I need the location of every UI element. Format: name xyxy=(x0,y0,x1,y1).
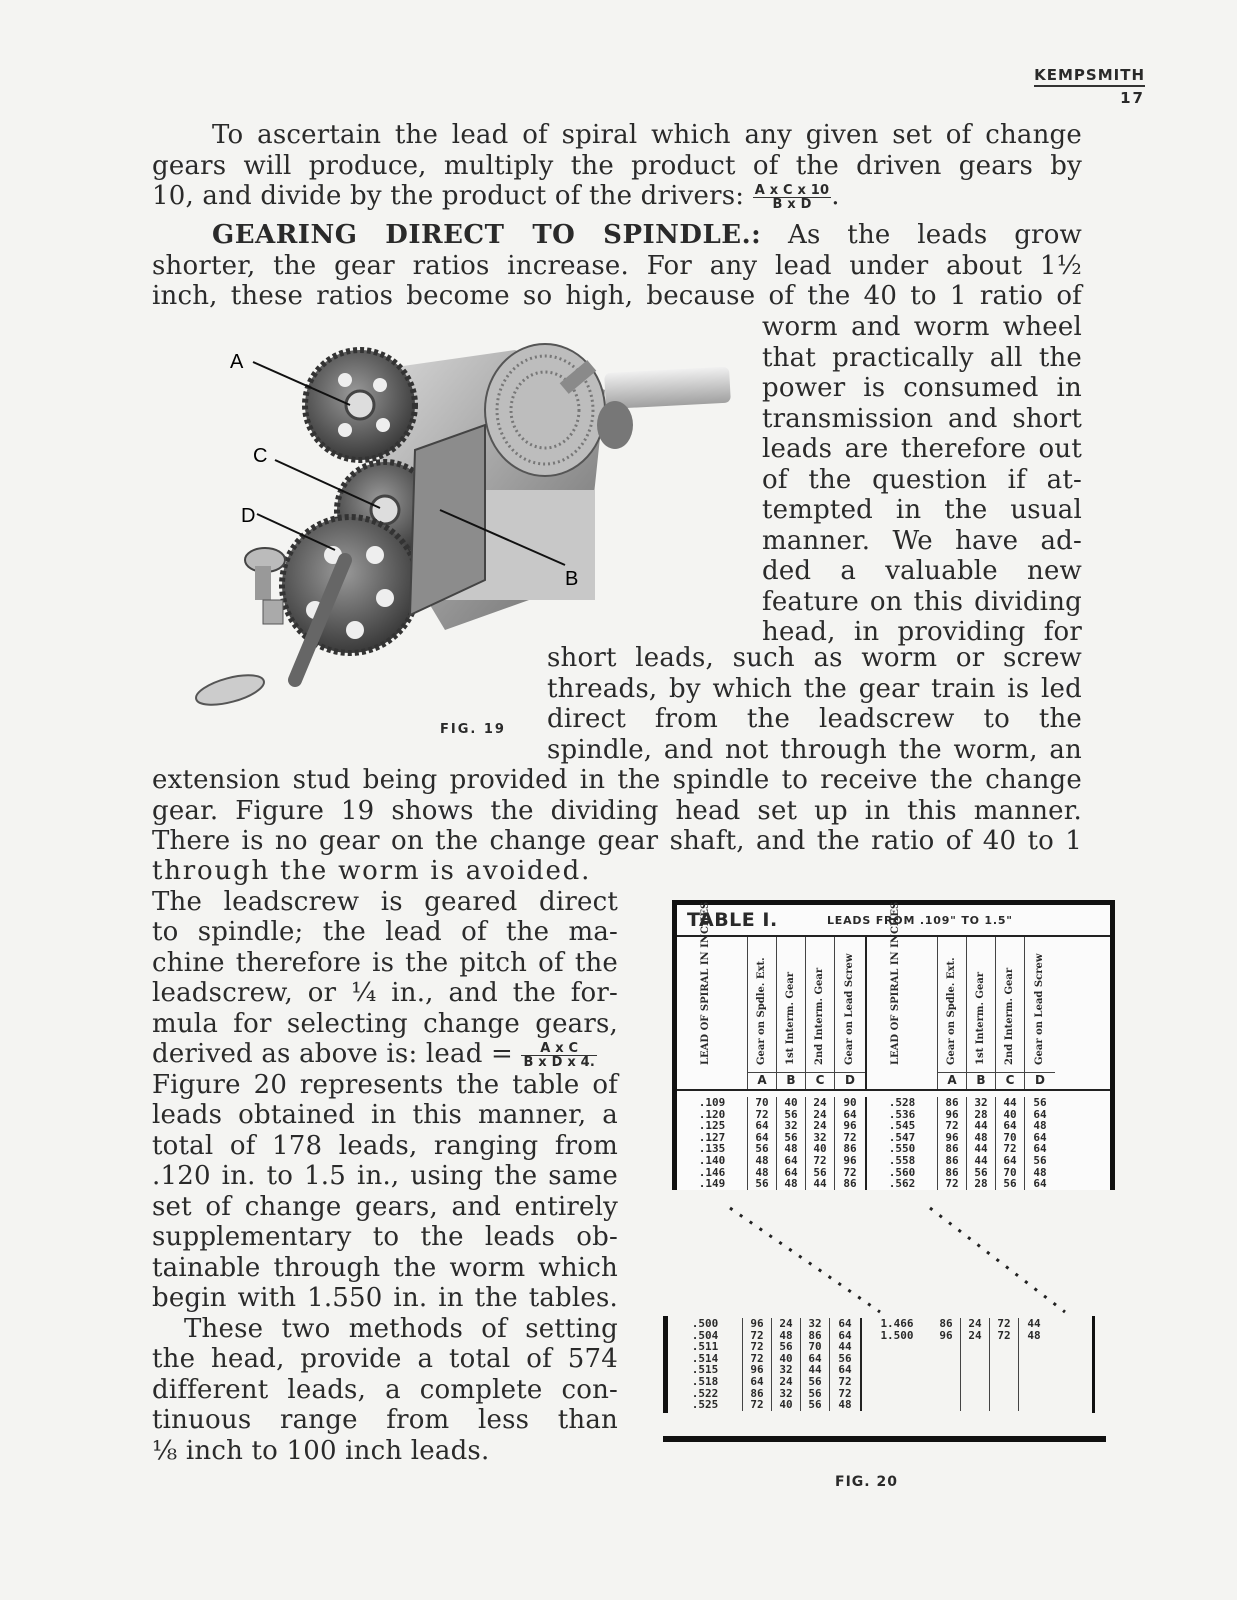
table-cell: 40 xyxy=(779,1351,793,1365)
text-line: These two methods of setting xyxy=(184,1313,618,1344)
text-line: different leads, a complete con- xyxy=(152,1374,618,1405)
table-cell: .125 xyxy=(698,1119,726,1133)
text-line: To ascertain the lead of spiral which any given set of change xyxy=(212,120,1082,150)
text-line: There is no gear on the change gear shaft, and the ratio of 40 to 1 xyxy=(152,826,1082,856)
header-text: Gear on Spdle. Ext. xyxy=(946,957,957,1065)
table-cell: .515 xyxy=(691,1363,719,1377)
text-line: threads, by which the gear train is led xyxy=(547,673,1082,704)
table-cell: 56 xyxy=(784,1130,798,1144)
table-cell: .522 xyxy=(691,1386,719,1400)
table-cell: 96 xyxy=(939,1328,953,1342)
table-cell: 64 xyxy=(784,1165,798,1179)
table-title: TABLE I. xyxy=(687,909,778,931)
text-line: power is consumed in xyxy=(762,373,1082,403)
table-cell: 56 xyxy=(813,1165,827,1179)
table-cell: 56 xyxy=(838,1351,852,1365)
table-cell: .528 xyxy=(888,1096,916,1109)
table-cell: 40 xyxy=(779,1398,793,1412)
text-line: the head, provide a total of 574 xyxy=(152,1344,618,1374)
text-line: chine therefore is the pitch of the xyxy=(152,947,618,978)
table-cell: 32 xyxy=(784,1119,798,1133)
table-cell: .547 xyxy=(888,1130,916,1144)
table-cell: 24 xyxy=(813,1119,827,1133)
text-line: gears will produce, multiply the product of the driven gears by xyxy=(152,150,1082,181)
table-subtitle: LEADS FROM .109" TO 1.5" xyxy=(827,914,1013,927)
table-cell: 64 xyxy=(1033,1130,1047,1144)
table-cell: 24 xyxy=(813,1107,827,1121)
table-cell: 56 xyxy=(1033,1096,1047,1109)
table-cell: .545 xyxy=(888,1119,916,1133)
table-cell: 24 xyxy=(779,1374,793,1388)
text-line: worm and worm wheel xyxy=(762,312,1082,342)
table-cell: 48 xyxy=(1033,1165,1047,1179)
section-heading: GEARING DIRECT TO SPINDLE.: xyxy=(212,220,762,250)
paragraph-2-full xyxy=(152,765,1082,857)
table-cell: 64 xyxy=(1003,1119,1017,1133)
header-text: 1st Interm. Gear xyxy=(975,971,986,1065)
column-letter: D xyxy=(1025,1072,1055,1087)
table-cell: 72 xyxy=(843,1130,857,1144)
header-text: 2nd Interm. Gear xyxy=(814,967,825,1065)
table-cell: 24 xyxy=(813,1096,827,1109)
table-cell: 44 xyxy=(813,1177,827,1191)
table-cell: 32 xyxy=(813,1130,827,1144)
table-cell: 72 xyxy=(945,1119,959,1133)
col-c xyxy=(801,1318,830,1411)
table-cell: 48 xyxy=(779,1328,793,1342)
table-cell: .514 xyxy=(691,1351,719,1365)
table-cell: 56 xyxy=(808,1374,822,1388)
header-d xyxy=(835,937,867,1089)
table-cell: 72 xyxy=(750,1340,764,1354)
text-span: As the leads grow xyxy=(788,220,1082,250)
table-cell: 86 xyxy=(750,1386,764,1400)
left-column-text xyxy=(152,856,618,1466)
table-cell: 72 xyxy=(843,1165,857,1179)
figure-19-caption: FIG. 19 xyxy=(440,722,506,737)
table-cell: .558 xyxy=(888,1153,916,1167)
table-cell: 72 xyxy=(813,1153,827,1167)
header-text: Gear on Lead Screw xyxy=(844,953,855,1065)
col-a xyxy=(932,1318,961,1411)
callout-d: D xyxy=(241,505,256,527)
table-cell: 72 xyxy=(755,1107,769,1121)
table-cell: .518 xyxy=(691,1374,719,1388)
text-line: of the question if at- xyxy=(762,464,1082,495)
text-line: leads are therefore out xyxy=(762,434,1082,464)
table-cell: 86 xyxy=(843,1177,857,1191)
col-b xyxy=(777,1097,806,1190)
table-cell: 64 xyxy=(1033,1142,1047,1156)
text-line: direct from the leadscrew to the xyxy=(547,704,1082,734)
table-cell: 64 xyxy=(755,1130,769,1144)
callout-b: B xyxy=(565,568,579,590)
table-cell: 56 xyxy=(1003,1177,1017,1191)
col-d xyxy=(1025,1097,1055,1190)
table-cell: .550 xyxy=(888,1142,916,1156)
table-cell: 72 xyxy=(750,1328,764,1342)
text-line: manner. We have ad- xyxy=(762,525,1082,556)
col-d xyxy=(835,1097,867,1190)
text-line: supplementary to the leads ob- xyxy=(152,1222,618,1252)
table-cell: 72 xyxy=(945,1177,959,1191)
table-cell: 96 xyxy=(945,1107,959,1121)
table-cell: 1.500 xyxy=(880,1328,914,1342)
text-line: inch, these ratios become so high, because of the 40 to 1 ratio of xyxy=(152,281,1082,311)
table-cell: 96 xyxy=(843,1119,857,1133)
table-cell: .525 xyxy=(691,1398,719,1412)
table-cell: 56 xyxy=(755,1142,769,1156)
table-cell: 96 xyxy=(750,1317,764,1330)
table-bottom-rule xyxy=(663,1436,1106,1442)
table-cell: 24 xyxy=(779,1317,793,1330)
table-cell: 96 xyxy=(843,1153,857,1167)
header-b-2 xyxy=(967,937,996,1089)
table-cell: .146 xyxy=(698,1165,726,1179)
figure-19 xyxy=(185,330,745,720)
column-letter: C xyxy=(806,1072,834,1087)
text-line: to spindle; the lead of the ma- xyxy=(152,917,618,947)
header-a xyxy=(748,937,777,1089)
table-body-bottom xyxy=(668,1316,1092,1413)
text-line: tainable through the worm which xyxy=(152,1252,618,1283)
text-line: The leadscrew is geared direct xyxy=(152,886,618,917)
text-line: feature on this dividing xyxy=(762,586,1082,617)
table-cell: 86 xyxy=(945,1096,959,1109)
header-a-2 xyxy=(938,937,967,1089)
text-span: 10, and divide by the product of the drivers: xyxy=(152,181,745,211)
table-cell: 70 xyxy=(1003,1165,1017,1179)
text-line: transmission and short xyxy=(762,403,1082,434)
table-cell: 48 xyxy=(838,1398,852,1412)
text-line: leads obtained in this manner, a xyxy=(152,1100,618,1130)
table-cell: .135 xyxy=(698,1142,726,1156)
table-cell: 72 xyxy=(838,1386,852,1400)
table-cell: 44 xyxy=(808,1363,822,1377)
col-lead xyxy=(862,1318,932,1411)
table-cell: 44 xyxy=(838,1340,852,1354)
table-cell: 48 xyxy=(1033,1119,1047,1133)
table-cell: 72 xyxy=(997,1328,1011,1342)
table-cell: 44 xyxy=(1027,1317,1041,1330)
table-cell: 72 xyxy=(750,1351,764,1365)
table-cell: 86 xyxy=(945,1153,959,1167)
table-cell: 64 xyxy=(1003,1153,1017,1167)
table-cell: 64 xyxy=(808,1351,822,1365)
table-cell: 96 xyxy=(945,1130,959,1144)
table-cell: 56 xyxy=(779,1340,793,1354)
table-cell: 64 xyxy=(838,1317,852,1330)
table-cell: 72 xyxy=(997,1317,1011,1330)
table-cell: 40 xyxy=(813,1142,827,1156)
figure-20-caption: FIG. 20 xyxy=(835,1474,898,1490)
header-lead-2 xyxy=(867,901,938,1089)
leads-table-continued xyxy=(663,1316,1095,1413)
table-cell: 32 xyxy=(779,1386,793,1400)
table-body-top xyxy=(677,1091,1110,1190)
formula-numerator: A x C xyxy=(521,1042,597,1056)
table-cell: 72 xyxy=(1003,1142,1017,1156)
table-cell: 64 xyxy=(784,1153,798,1167)
table-cell: 64 xyxy=(750,1374,764,1388)
column-letter: A xyxy=(748,1072,776,1087)
table-cell: 44 xyxy=(974,1142,988,1156)
col-d xyxy=(830,1318,862,1411)
table-cell: 40 xyxy=(1003,1107,1017,1121)
column-letter: A xyxy=(938,1072,966,1087)
table-cell: 56 xyxy=(784,1107,798,1121)
col-b xyxy=(772,1318,801,1411)
column-letter: D xyxy=(835,1072,865,1087)
table-cell: 48 xyxy=(974,1130,988,1144)
paragraph-2-right-column xyxy=(762,312,1082,648)
col-lead xyxy=(867,1097,938,1190)
table-cell: 96 xyxy=(750,1363,764,1377)
text-line: Figure 20 represents the table of xyxy=(152,1069,618,1100)
table-cell: .511 xyxy=(691,1340,719,1354)
table-cell: 90 xyxy=(843,1096,857,1109)
table-cell: 48 xyxy=(784,1177,798,1191)
lead-formula-2 xyxy=(521,1042,597,1069)
table-cell: 40 xyxy=(784,1096,798,1109)
col-a xyxy=(938,1097,967,1190)
table-cell: 64 xyxy=(1033,1107,1047,1121)
table-cell: .109 xyxy=(698,1096,726,1109)
col-a xyxy=(743,1318,772,1411)
table-cell: 48 xyxy=(784,1142,798,1156)
column-letter: B xyxy=(777,1072,805,1087)
table-cell: 72 xyxy=(838,1374,852,1388)
table-cell: .127 xyxy=(698,1130,726,1144)
table-cell: 56 xyxy=(1033,1153,1047,1167)
table-cell: 32 xyxy=(779,1363,793,1377)
table-cell: .536 xyxy=(888,1107,916,1121)
text-line: set of change gears, and entirely xyxy=(152,1191,618,1222)
text-line: tinuous range from less than xyxy=(152,1405,618,1435)
text-line: extension stud being provided in the spindle to receive the change xyxy=(152,765,1082,795)
col-c xyxy=(806,1097,835,1190)
col-b xyxy=(961,1318,990,1411)
text-line: short leads, such as worm or screw xyxy=(547,643,1082,673)
table-cell: 48 xyxy=(1027,1328,1041,1342)
column-letter: B xyxy=(967,1072,995,1087)
text-line xyxy=(152,220,1082,251)
table-cell: .560 xyxy=(888,1165,916,1179)
table-cell: 72 xyxy=(750,1398,764,1412)
col-c xyxy=(990,1318,1019,1411)
col-c xyxy=(996,1097,1025,1190)
table-cell: 86 xyxy=(945,1165,959,1179)
text-line xyxy=(152,1039,618,1070)
table-cell: 86 xyxy=(808,1328,822,1342)
callout-a: A xyxy=(230,351,244,373)
table-cell: 24 xyxy=(968,1328,982,1342)
table-cell: 24 xyxy=(968,1317,982,1330)
text-line: .120 in. to 1.5 in., using the same xyxy=(152,1161,618,1191)
formula-denominator: B x D x 4. xyxy=(523,1054,596,1070)
header-text: LEAD OF SPIRAL IN INCHES xyxy=(700,901,711,1065)
header-c xyxy=(806,937,835,1089)
lead-formula xyxy=(753,184,832,211)
table-cell: 44 xyxy=(1003,1096,1017,1109)
table-cell: 86 xyxy=(939,1317,953,1330)
header-text: 1st Interm. Gear xyxy=(785,971,796,1065)
table-cell: 1.466 xyxy=(880,1317,914,1330)
table-cell: .504 xyxy=(691,1328,719,1342)
col-b xyxy=(967,1097,996,1190)
text-line: ⅛ inch to 100 inch leads. xyxy=(152,1435,490,1466)
text-line: ded a valuable new xyxy=(762,556,1082,586)
table-cell: 48 xyxy=(755,1165,769,1179)
col-a xyxy=(748,1097,777,1190)
text-line: tempted in the usual xyxy=(762,495,1082,525)
brand-name: KEMPSMITH xyxy=(1034,66,1145,87)
table-cell: 64 xyxy=(838,1363,852,1377)
formula-denominator: B x D xyxy=(772,196,812,212)
text-line: leadscrew, or ¼ in., and the for- xyxy=(152,978,618,1008)
callout-c: C xyxy=(253,445,268,467)
table-cell: 64 xyxy=(755,1119,769,1133)
text-line: gear. Figure 19 shows the dividing head set up in this manner. xyxy=(152,795,1082,826)
table-cell: 32 xyxy=(808,1317,822,1330)
leads-table xyxy=(672,900,1115,1190)
header-c-2 xyxy=(996,937,1025,1089)
text-line: shorter, the gear ratios increase. For any lead under about 1½ xyxy=(152,250,1082,281)
table-cell: 64 xyxy=(843,1107,857,1121)
text-line: through the worm is avoided. xyxy=(152,856,592,886)
table-cell: 64 xyxy=(838,1328,852,1342)
text-span: derived as above is: lead = xyxy=(152,1039,513,1069)
header-text: 2nd Interm. Gear xyxy=(1004,967,1015,1065)
table-cell: 86 xyxy=(843,1142,857,1156)
header-b xyxy=(777,937,806,1089)
table-cell: .500 xyxy=(691,1317,719,1330)
table-cell: .140 xyxy=(698,1153,726,1167)
column-letter: C xyxy=(996,1072,1024,1087)
table-cell: 86 xyxy=(945,1142,959,1156)
table-cell: 64 xyxy=(1033,1177,1047,1191)
text-line: mula for selecting change gears, xyxy=(152,1008,618,1039)
formula-numerator: A x C x 10 xyxy=(754,182,830,198)
table-cell: .562 xyxy=(888,1177,916,1191)
table-cell: .149 xyxy=(698,1177,726,1191)
table-cell: 70 xyxy=(1003,1130,1017,1144)
formula-period: . xyxy=(831,181,840,211)
col-d xyxy=(1019,1318,1049,1411)
table-cell: 48 xyxy=(755,1153,769,1167)
header-text: LEAD OF SPIRAL IN INCHES xyxy=(890,901,901,1065)
paragraph-2 xyxy=(152,220,1082,312)
table-cell: 56 xyxy=(808,1386,822,1400)
table-cell: 70 xyxy=(755,1096,769,1109)
table-cell: 70 xyxy=(808,1340,822,1354)
table-cell: 56 xyxy=(808,1398,822,1412)
page-number: 17 xyxy=(1120,89,1145,107)
header-text: Gear on Spdle. Ext. xyxy=(756,957,767,1065)
table-cell: 28 xyxy=(974,1107,988,1121)
text-line: spindle, and not through the worm, an xyxy=(547,734,1082,765)
text-line: begin with 1.550 in. in the tables. xyxy=(152,1283,618,1313)
table-cell: .120 xyxy=(698,1107,726,1121)
continuation-dots xyxy=(700,1200,1100,1320)
header-d-2 xyxy=(1025,937,1055,1089)
table-cell: 32 xyxy=(974,1096,988,1109)
text-line xyxy=(152,181,1082,212)
table-cell: 56 xyxy=(974,1165,988,1179)
text-line: head, in providing for xyxy=(762,617,1082,647)
table-cell: 44 xyxy=(974,1153,988,1167)
page-header xyxy=(1034,66,1145,107)
col-lead xyxy=(677,1097,748,1190)
header-text: Gear on Lead Screw xyxy=(1034,953,1045,1065)
text-line: total of 178 leads, ranging from xyxy=(152,1130,618,1161)
table-cell: 28 xyxy=(974,1177,988,1191)
table-cell: 56 xyxy=(755,1177,769,1191)
col-lead xyxy=(668,1318,743,1411)
paragraph-1 xyxy=(152,120,1082,212)
text-line: that practically all the xyxy=(762,342,1082,373)
table-cell: 44 xyxy=(974,1119,988,1133)
dividing-head-illustration xyxy=(185,330,745,720)
